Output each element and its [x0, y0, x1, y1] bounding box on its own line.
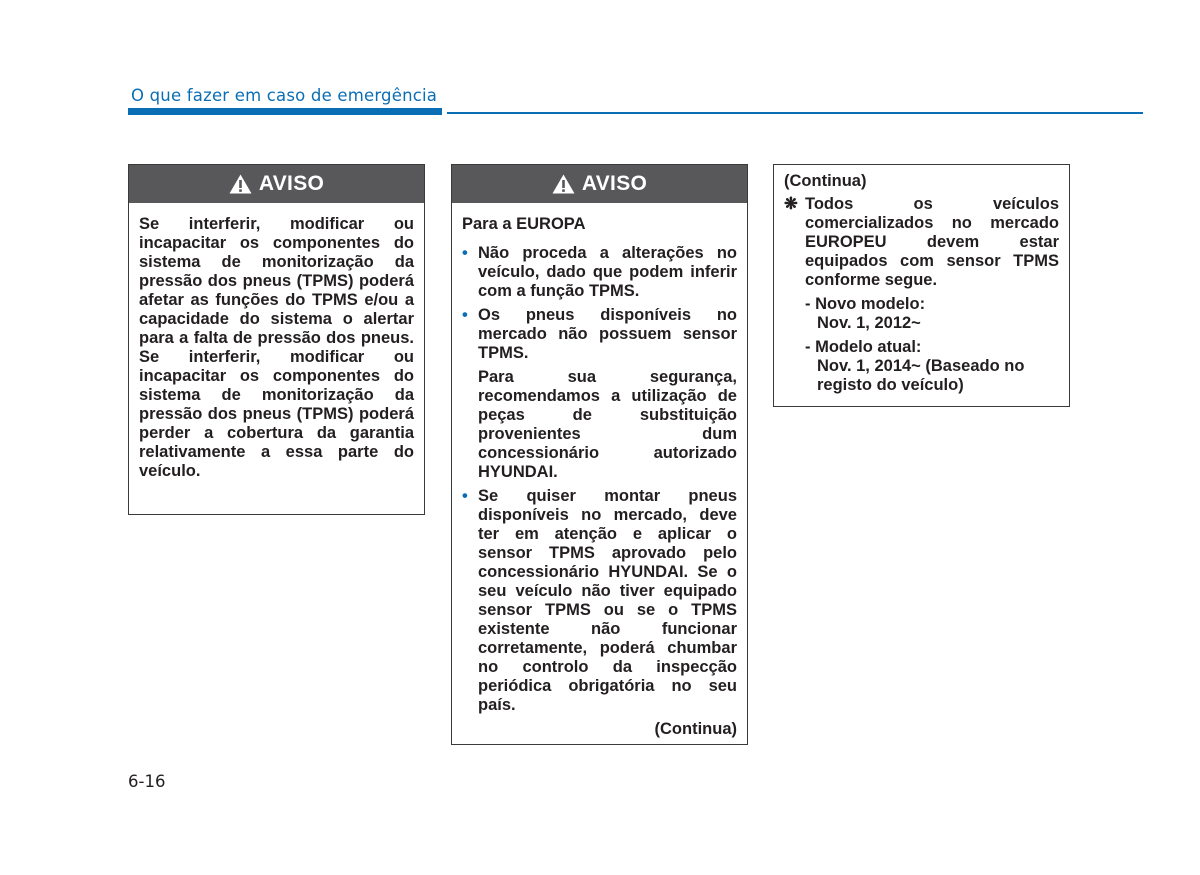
- note-item: [784, 195, 1059, 290]
- warning-box-continued: [773, 164, 1070, 407]
- model-date: Nov. 1, 2012~: [817, 314, 921, 332]
- page-number: 6-16: [128, 772, 166, 791]
- bullet-item: [462, 306, 737, 363]
- note-text: Todos os veículos comercializados no mercado EUROPEU devem estar equipados com sensor TPMS conforme segue.: [805, 195, 1059, 289]
- model-item: [805, 295, 1059, 333]
- warning-box-header: [129, 165, 424, 203]
- warning-box-header: [452, 165, 747, 203]
- model-label: - Novo modelo:: [805, 295, 926, 313]
- bullet-dot-icon: •: [462, 244, 468, 262]
- continued-label: (Continua): [784, 172, 867, 190]
- model-date: Nov. 1, 2014~ (Baseado no registo do veículo): [817, 357, 1025, 394]
- warning-body: Se interferir, modificar ou incapacitar os componentes do sistema de monitorização da pressão dos pneus (TPMS) poderá afetar as funções do TPMS e/ou a capacidade do sistema o alertar para a falta de pressão dos pneus. Se interferir, modificar ou incapacitar os componentes do sistema de monitorização da pressão dos pneus (TPMS) poderá perder a cobertura da garantia relativamente a essa parte do veículo.: [139, 215, 414, 480]
- bullet-item: [462, 244, 737, 301]
- bullet-text: Se quiser montar pneus disponíveis no mercado, deve ter em atenção e aplicar o sensor TPMS aprovado pelo concessionário HYUNDAI. Se o seu veículo não tiver equipado sensor TPMS ou se o TPMS existente não funcionar corretamente, poderá chumbar no controlo da inspecção periódica obrigatória no seu país.: [478, 487, 737, 714]
- warning-title: AVISO: [258, 172, 325, 195]
- section-rule-thick: [128, 108, 442, 115]
- bullet-dot-icon: •: [462, 487, 468, 505]
- bullet-text: Os pneus disponíveis no mercado não possuem sensor TPMS.: [478, 306, 737, 362]
- warning-box-tpms-tampering: [128, 164, 425, 515]
- bullet-item: [462, 487, 737, 715]
- bullet-dot-icon: •: [462, 306, 468, 324]
- model-item: [805, 338, 1059, 395]
- continued-label: (Continua): [654, 720, 737, 738]
- warning-intro: Para a EUROPA: [462, 215, 586, 233]
- bullet-followup-text: Para sua segurança, recomendamos a utilização de peças de substituição provenientes dum concessionário autorizado HYUNDAI.: [478, 368, 737, 481]
- bullet-text: Não proceda a alterações no veículo, dado que podem inferir com a função TPMS.: [478, 244, 737, 300]
- model-label: - Modelo atual:: [805, 338, 922, 356]
- note-asterisk-icon: ❋: [784, 195, 798, 213]
- section-title: O que fazer em caso de emergência: [131, 86, 438, 105]
- warning-title: AVISO: [581, 172, 648, 195]
- warning-box-europe: [451, 164, 748, 745]
- section-rule-thin: [447, 112, 1143, 114]
- warning-triangle-icon: [552, 174, 575, 194]
- warning-triangle-icon: [229, 174, 252, 194]
